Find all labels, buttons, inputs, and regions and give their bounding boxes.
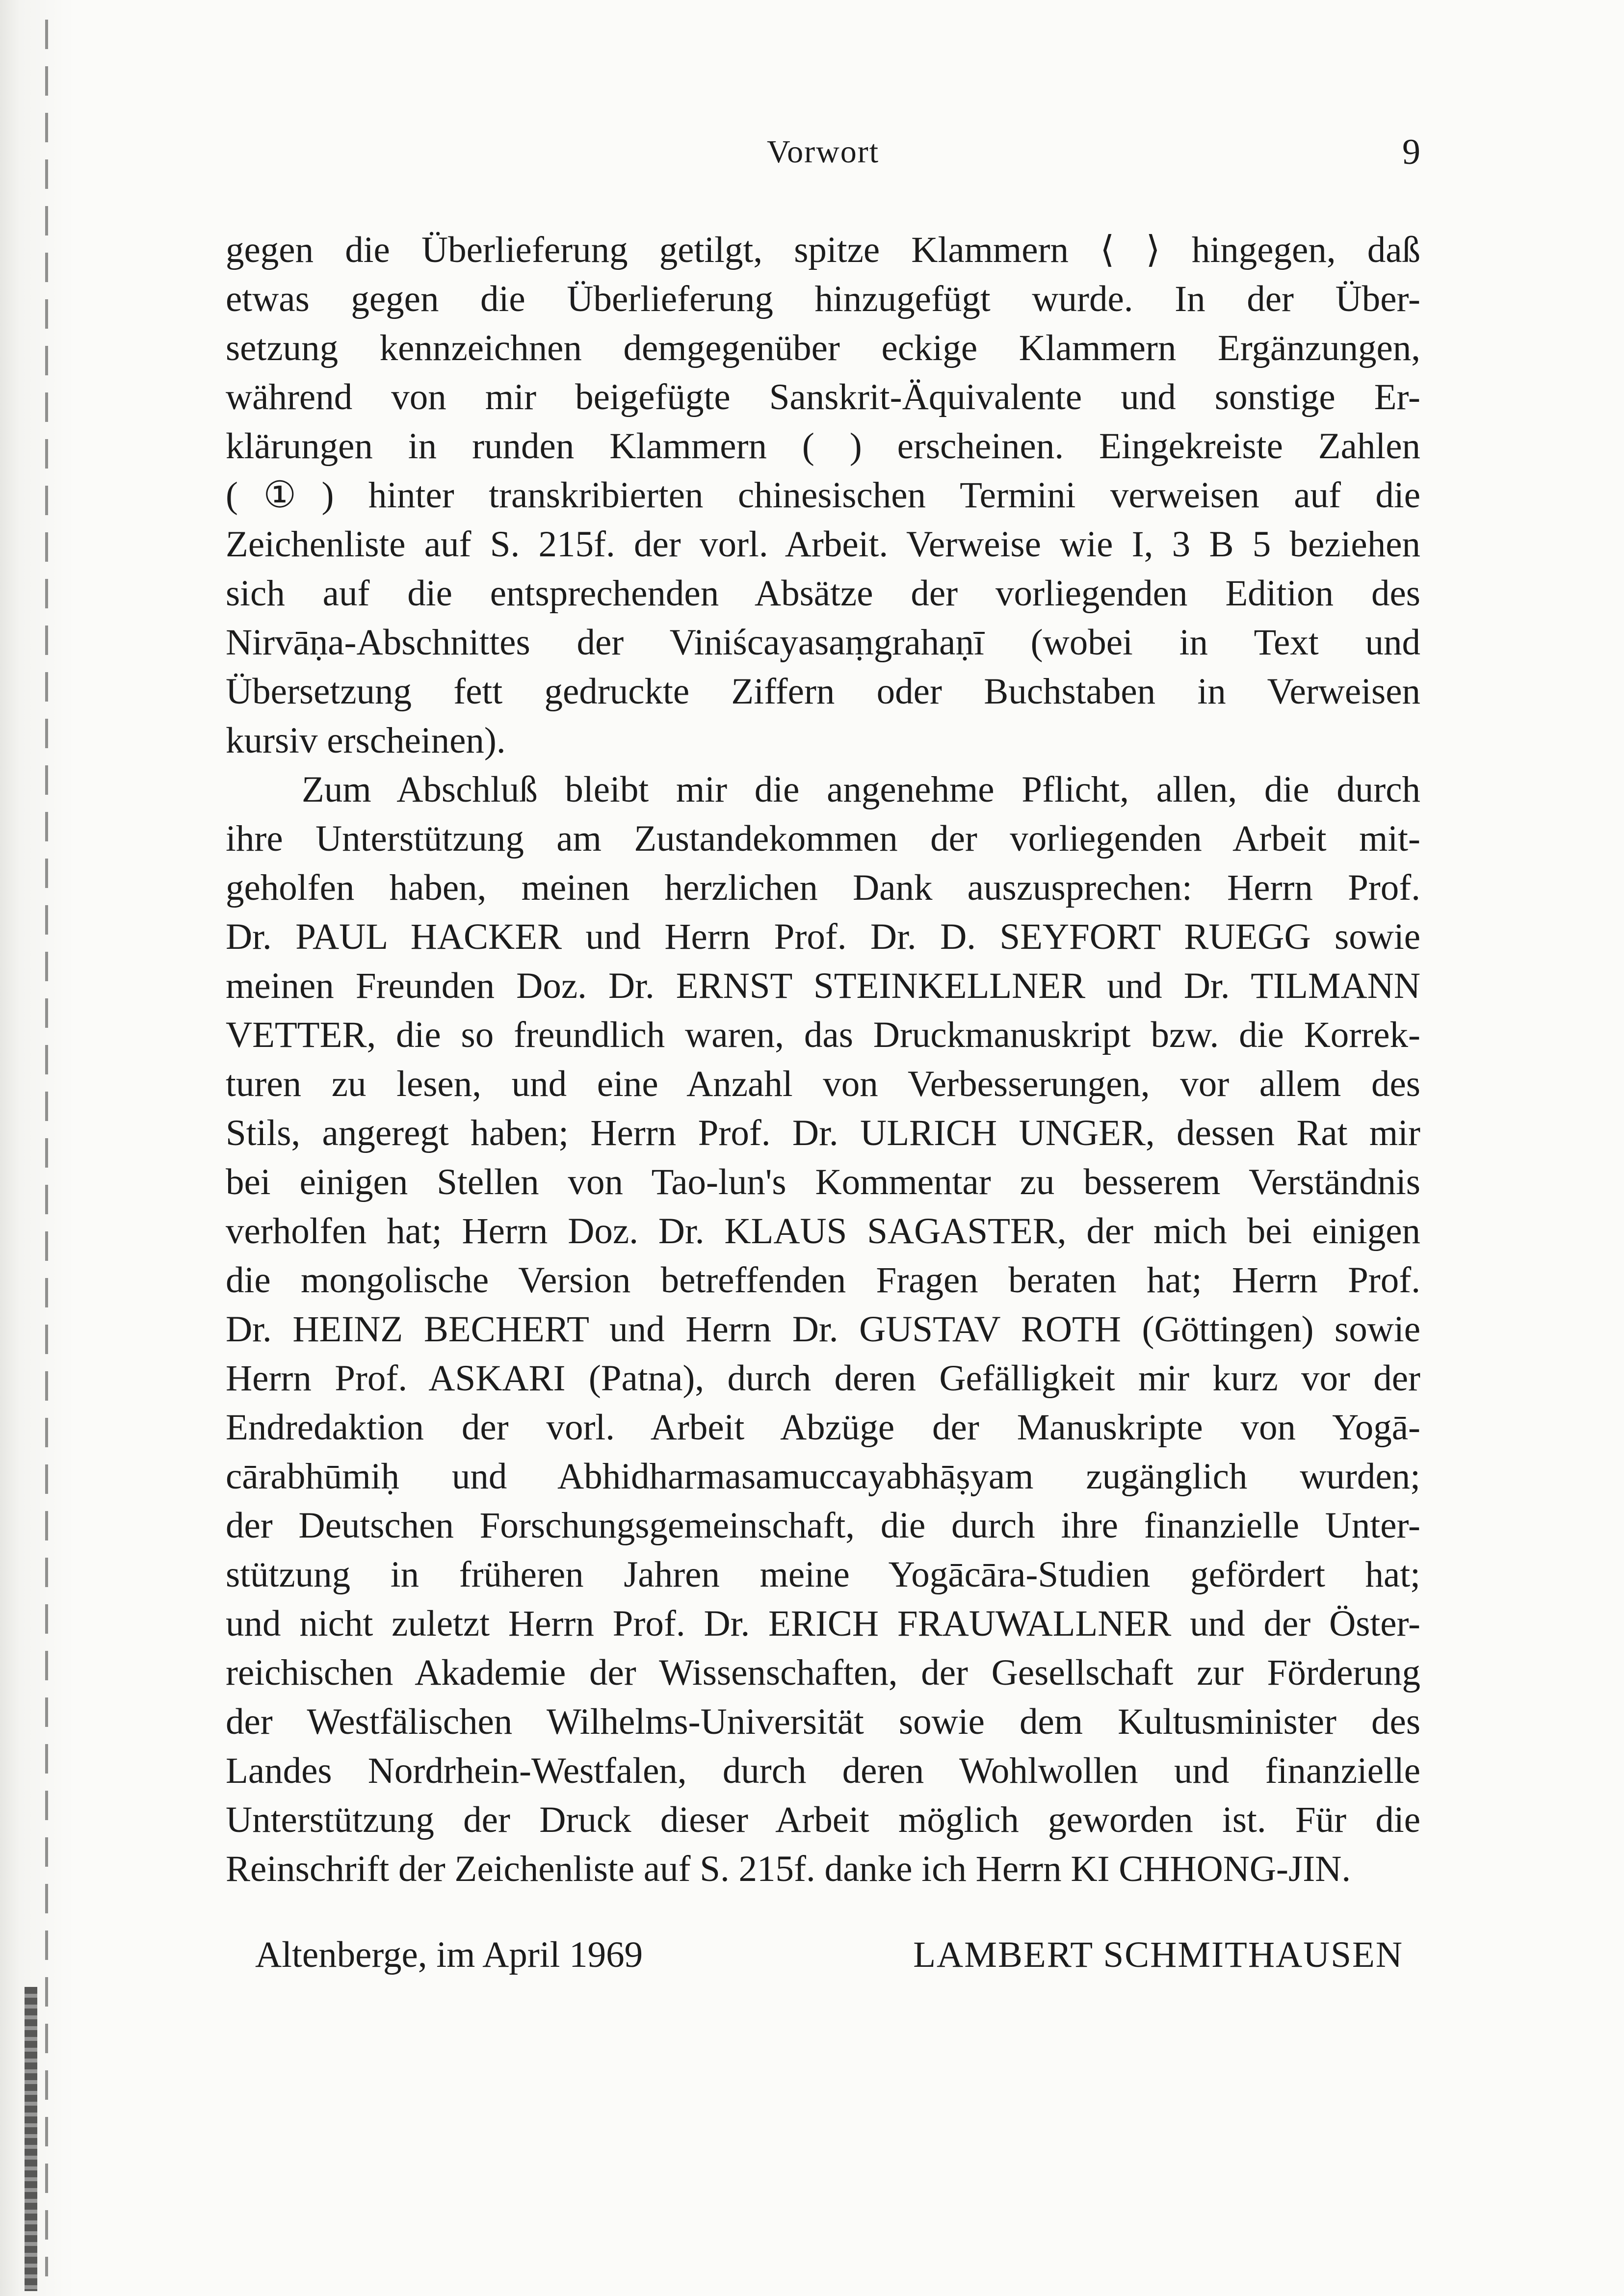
- text-line: (①) hinter transkribierten chinesischen Termini verweisen auf die: [226, 475, 1420, 516]
- text-line: Dr. PAUL HACKER und Herrn Prof. Dr. D. SEYFORT RUEGG sowie: [226, 916, 1420, 957]
- text-line: Übersetzung fett gedruckte Ziffern oder Buchstaben in Verweisen: [226, 671, 1420, 712]
- text-line: meinen Freunden Doz. Dr. ERNST STEINKELLNER und Dr. TILMANN: [226, 965, 1420, 1006]
- text-line: sich auf die entsprechenden Absätze der vorliegenden Edition des: [226, 573, 1420, 614]
- page-number: 9: [1402, 132, 1420, 172]
- text-line: etwas gegen die Überlieferung hinzugefügt wurde. In der Über-: [226, 279, 1420, 319]
- text-line: Stils, angeregt haben; Herrn Prof. Dr. ULRICH UNGER, dessen Rat mir: [226, 1113, 1420, 1153]
- text-line: Endredaktion der vorl. Arbeit Abzüge der Manuskripte von Yogā-: [226, 1407, 1420, 1448]
- text-line: während von mir beigefügte Sanskrit-Äquivalente und sonstige Er-: [226, 377, 1420, 417]
- text-line: geholfen haben, meinen herzlichen Dank auszusprechen: Herrn Prof.: [226, 867, 1420, 908]
- text-line: Zeichenliste auf S. 215f. der vorl. Arbeit. Verweise wie I, 3 B 5 beziehen: [226, 524, 1420, 565]
- text-line: setzung kennzeichnen demgegenüber eckige Klammern Ergänzungen,: [226, 328, 1420, 368]
- text-line: Reinschrift der Zeichenliste auf S. 215f. danke ich Herrn KI CHHONG-JIN.: [226, 1849, 1351, 1889]
- text-line: Herrn Prof. ASKARI (Patna), durch deren Gefälligkeit mir kurz vor der: [226, 1358, 1420, 1399]
- text-line: Unterstützung der Druck dieser Arbeit möglich geworden ist. Für die: [226, 1800, 1420, 1840]
- text-line: gegen die Überlieferung getilgt, spitze Klammern ⟨ ⟩ hingegen, daß: [226, 230, 1420, 270]
- binding-shadow-dark: [25, 1987, 37, 2291]
- text-line: und nicht zuletzt Herrn Prof. Dr. ERICH FRAUWALLNER und der Öster-: [226, 1603, 1420, 1644]
- text-line: stützung in früheren Jahren meine Yogācāra-Studien gefördert hat;: [226, 1554, 1420, 1595]
- text-line: der Westfälischen Wilhelms-Universität sowie dem Kultusminister des: [226, 1701, 1420, 1742]
- text-line: cārabhūmiḥ und Abhidharmasamuccayabhāṣyam zugänglich wurden;: [226, 1456, 1420, 1497]
- author-name: LAMBERT SCHMITHAUSEN: [913, 1934, 1403, 1975]
- running-head: [226, 123, 1420, 182]
- text-line: VETTER, die so freundlich waren, das Druckmanuskript bzw. die Korrek-: [226, 1015, 1420, 1055]
- text-line: Nirvāṇa-Abschnittes der Viniścayasaṃgrahaṇī (wobei in Text und: [226, 622, 1420, 663]
- text-line: der Deutschen Forschungsgemeinschaft, die durch ihre finanzielle Unter-: [226, 1505, 1420, 1546]
- text-line: reichischen Akademie der Wissenschaften, der Gesellschaft zur Förderung: [226, 1652, 1420, 1693]
- signature-block: [226, 1928, 1403, 1982]
- body-text: [226, 226, 1420, 1894]
- text-line: die mongolische Version betreffenden Fragen beraten hat; Herrn Prof.: [226, 1260, 1420, 1301]
- text-line: Dr. HEINZ BECHERT und Herrn Dr. GUSTAV ROTH (Göttingen) sowie: [226, 1309, 1420, 1350]
- text-line: klärungen in runden Klammern ( ) erscheinen. Eingekreiste Zahlen: [226, 426, 1420, 467]
- text-line: kursiv erscheinen).: [226, 720, 506, 761]
- binding-edge: [0, 0, 74, 2296]
- text-line: ihre Unterstützung am Zustandekommen der vorliegenden Arbeit mit-: [226, 818, 1420, 859]
- page-title: Vorwort: [766, 134, 880, 170]
- text-line: verholfen hat; Herrn Doz. Dr. KLAUS SAGASTER, der mich bei einigen: [226, 1211, 1420, 1252]
- text-line: Landes Nordrhein-Westfalen, durch deren Wohlwollen und finanzielle: [226, 1750, 1420, 1791]
- text-line: Zum Abschluß bleibt mir die angenehme Pflicht, allen, die durch: [302, 769, 1420, 810]
- place-date: Altenberge, im April 1969: [255, 1934, 643, 1975]
- text-line: turen zu lesen, und eine Anzahl von Verbesserungen, vor allem des: [226, 1064, 1420, 1104]
- binding-shadow: [45, 20, 48, 2276]
- text-line: bei einigen Stellen von Tao-lun's Kommentar zu besserem Verständnis: [226, 1162, 1420, 1202]
